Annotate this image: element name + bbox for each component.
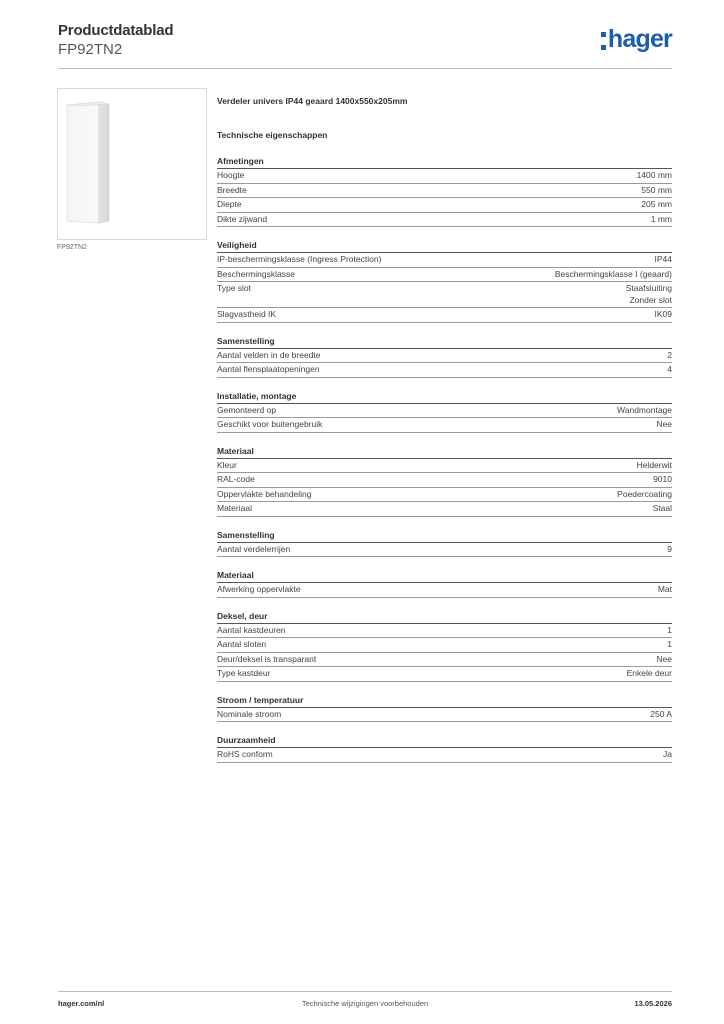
spec-row xyxy=(217,308,672,323)
hager-logo xyxy=(601,24,672,54)
spec-row xyxy=(217,653,672,668)
spec-value xyxy=(555,269,672,281)
spec-value xyxy=(656,419,672,431)
spec-label: Aantal verdelerrijen xyxy=(217,543,291,554)
section-title: Installatie, montage xyxy=(217,389,672,404)
spec-row xyxy=(217,638,672,653)
spec-value-line: Zonder slot xyxy=(629,294,672,305)
page-footer xyxy=(58,991,672,1012)
spec-value xyxy=(663,749,672,761)
spec-value xyxy=(667,350,672,362)
spec-value xyxy=(637,170,672,182)
spec-row xyxy=(217,418,672,433)
spec-value xyxy=(650,709,672,721)
logo-text: hager xyxy=(607,25,672,53)
spec-label: Aantal sloten xyxy=(217,639,267,649)
spec-label: Beschermingsklasse xyxy=(217,268,295,279)
spec-value-line: IK09 xyxy=(654,309,672,319)
spec-row xyxy=(217,268,672,283)
section-title: Duurzaamheid xyxy=(217,733,672,748)
spec-value xyxy=(667,364,672,376)
spec-section xyxy=(217,568,672,598)
spec-value-line: Staafsluiting xyxy=(625,283,672,293)
spec-section xyxy=(217,609,672,682)
spec-value xyxy=(667,544,672,556)
spec-label: Geschikt voor buitengebruik xyxy=(217,419,323,429)
spec-value-line: 4 xyxy=(667,364,672,374)
spec-section xyxy=(217,693,672,723)
spec-section xyxy=(217,334,672,378)
spec-value xyxy=(626,283,672,306)
spec-value xyxy=(637,460,672,472)
spec-label: Materiaal xyxy=(217,503,252,513)
spec-row xyxy=(217,253,672,268)
spec-value-line: 1 mm xyxy=(650,213,672,224)
spec-value-line: Poedercoating xyxy=(617,488,672,499)
spec-label: Deur/deksel is transparant xyxy=(217,653,317,664)
spec-label: Afwerking oppervlakte xyxy=(217,584,301,594)
spec-label: Hoogte xyxy=(217,170,245,180)
spec-value-line: 9010 xyxy=(653,474,672,484)
spec-section xyxy=(217,389,672,433)
spec-value-line: 1400 mm xyxy=(636,170,672,180)
spec-value xyxy=(651,214,672,226)
spec-value-line: Beschermingsklasse I (geaard) xyxy=(554,268,672,279)
spec-label: Diepte xyxy=(217,199,242,209)
spec-value xyxy=(627,668,672,680)
spec-row xyxy=(217,488,672,503)
spec-value-line: Staal xyxy=(652,503,672,513)
spec-label: Breedte xyxy=(217,184,247,195)
spec-label: Type kastdeur xyxy=(217,668,271,678)
spec-row xyxy=(217,748,672,763)
footer-website: hager.com/nl xyxy=(58,999,105,1008)
document-title: Productdatablad xyxy=(58,22,174,39)
spec-value xyxy=(655,309,673,321)
spec-row xyxy=(217,213,672,228)
spec-label: Slagvastheid IK xyxy=(217,309,277,319)
page-header xyxy=(58,20,672,68)
spec-value-line: 1 xyxy=(667,624,672,635)
spec-value-line: Nee xyxy=(656,419,672,429)
image-caption: FP92TN2 xyxy=(57,244,87,251)
spec-value-line: 550 mm xyxy=(641,184,672,195)
section-title: Stroom / temperatuur xyxy=(217,693,672,708)
logo-mark-icon xyxy=(601,32,606,50)
spec-section xyxy=(217,154,672,227)
spec-value xyxy=(653,474,672,486)
spec-value xyxy=(667,639,672,651)
spec-label: Aantal velden in de breedte xyxy=(217,349,321,360)
spec-label: Aantal kastdeuren xyxy=(217,624,286,635)
spec-row xyxy=(217,459,672,474)
spec-row xyxy=(217,198,672,213)
spec-row xyxy=(217,184,672,199)
spec-row xyxy=(217,667,672,682)
technical-properties-title: Technische eigenschappen xyxy=(217,130,328,140)
spec-value-line: Mat xyxy=(657,584,672,594)
spec-value xyxy=(617,405,672,417)
spec-row xyxy=(217,404,672,419)
spec-label: Aantal flensplaatopeningen xyxy=(217,364,320,374)
spec-label: IP-beschermingsklasse (Ingress Protection) xyxy=(217,254,382,264)
spec-row xyxy=(217,169,672,184)
spec-row xyxy=(217,583,672,598)
spec-value-line: Helderwit xyxy=(636,459,672,470)
spec-label: Dikte zijwand xyxy=(217,213,268,224)
section-title: Materiaal xyxy=(217,568,672,583)
spec-value-line: Wandmontage xyxy=(617,404,672,415)
spec-row xyxy=(217,363,672,378)
spec-label: Oppervlakte behandeling xyxy=(217,488,312,499)
spec-label: Kleur xyxy=(217,459,237,470)
spec-value xyxy=(656,654,672,666)
section-title: Afmetingen xyxy=(217,154,672,169)
product-description: Verdeler univers IP44 geaard 1400x550x205mm xyxy=(217,96,408,106)
spec-section xyxy=(217,238,672,323)
section-title: Deksel, deur xyxy=(217,609,672,624)
section-title: Samenstelling xyxy=(217,528,672,543)
spec-section xyxy=(217,733,672,763)
spec-value-line: 205 mm xyxy=(641,199,672,209)
footer-date: 13.05.2026 xyxy=(634,999,672,1008)
spec-label: Gemonteerd op xyxy=(217,404,277,415)
spec-label: RAL-code xyxy=(217,474,255,484)
spec-value xyxy=(641,199,672,211)
section-title: Materiaal xyxy=(217,444,672,459)
spec-row xyxy=(217,473,672,488)
section-title: Veiligheid xyxy=(217,238,672,253)
spec-section xyxy=(217,444,672,517)
spec-section xyxy=(217,528,672,558)
spec-label: RoHS conform xyxy=(217,749,273,759)
spec-value xyxy=(653,503,672,515)
spec-value-line: 250 A xyxy=(650,708,672,719)
section-title: Samenstelling xyxy=(217,334,672,349)
spec-value xyxy=(667,625,672,637)
spec-label: Nominale stroom xyxy=(217,708,282,719)
spec-value-line: 1 xyxy=(667,639,672,649)
spec-value-line: 9 xyxy=(667,543,672,554)
spec-value-line: Ja xyxy=(663,749,672,759)
spec-row xyxy=(217,282,672,308)
footer-disclaimer: Technische wijzigingen voorbehouden xyxy=(301,999,429,1008)
spec-value-line: 2 xyxy=(667,349,672,360)
spec-value xyxy=(641,185,672,197)
spec-row xyxy=(217,349,672,364)
spec-value-line: Enkele deur xyxy=(626,668,672,678)
spec-row xyxy=(217,543,672,558)
cabinet-illustration xyxy=(65,101,111,225)
header-divider xyxy=(58,68,672,69)
product-image xyxy=(57,88,207,240)
spec-value xyxy=(655,254,673,266)
spec-value-line: IP44 xyxy=(654,254,672,264)
spec-row xyxy=(217,708,672,723)
spec-sections xyxy=(217,154,672,763)
spec-value-line: Nee xyxy=(656,653,672,664)
product-code: FP92TN2 xyxy=(58,41,123,58)
spec-row xyxy=(217,624,672,639)
spec-value xyxy=(617,489,672,501)
product-content xyxy=(217,94,672,774)
spec-label: Type slot xyxy=(217,283,252,293)
spec-value xyxy=(658,584,672,596)
spec-row xyxy=(217,502,672,517)
